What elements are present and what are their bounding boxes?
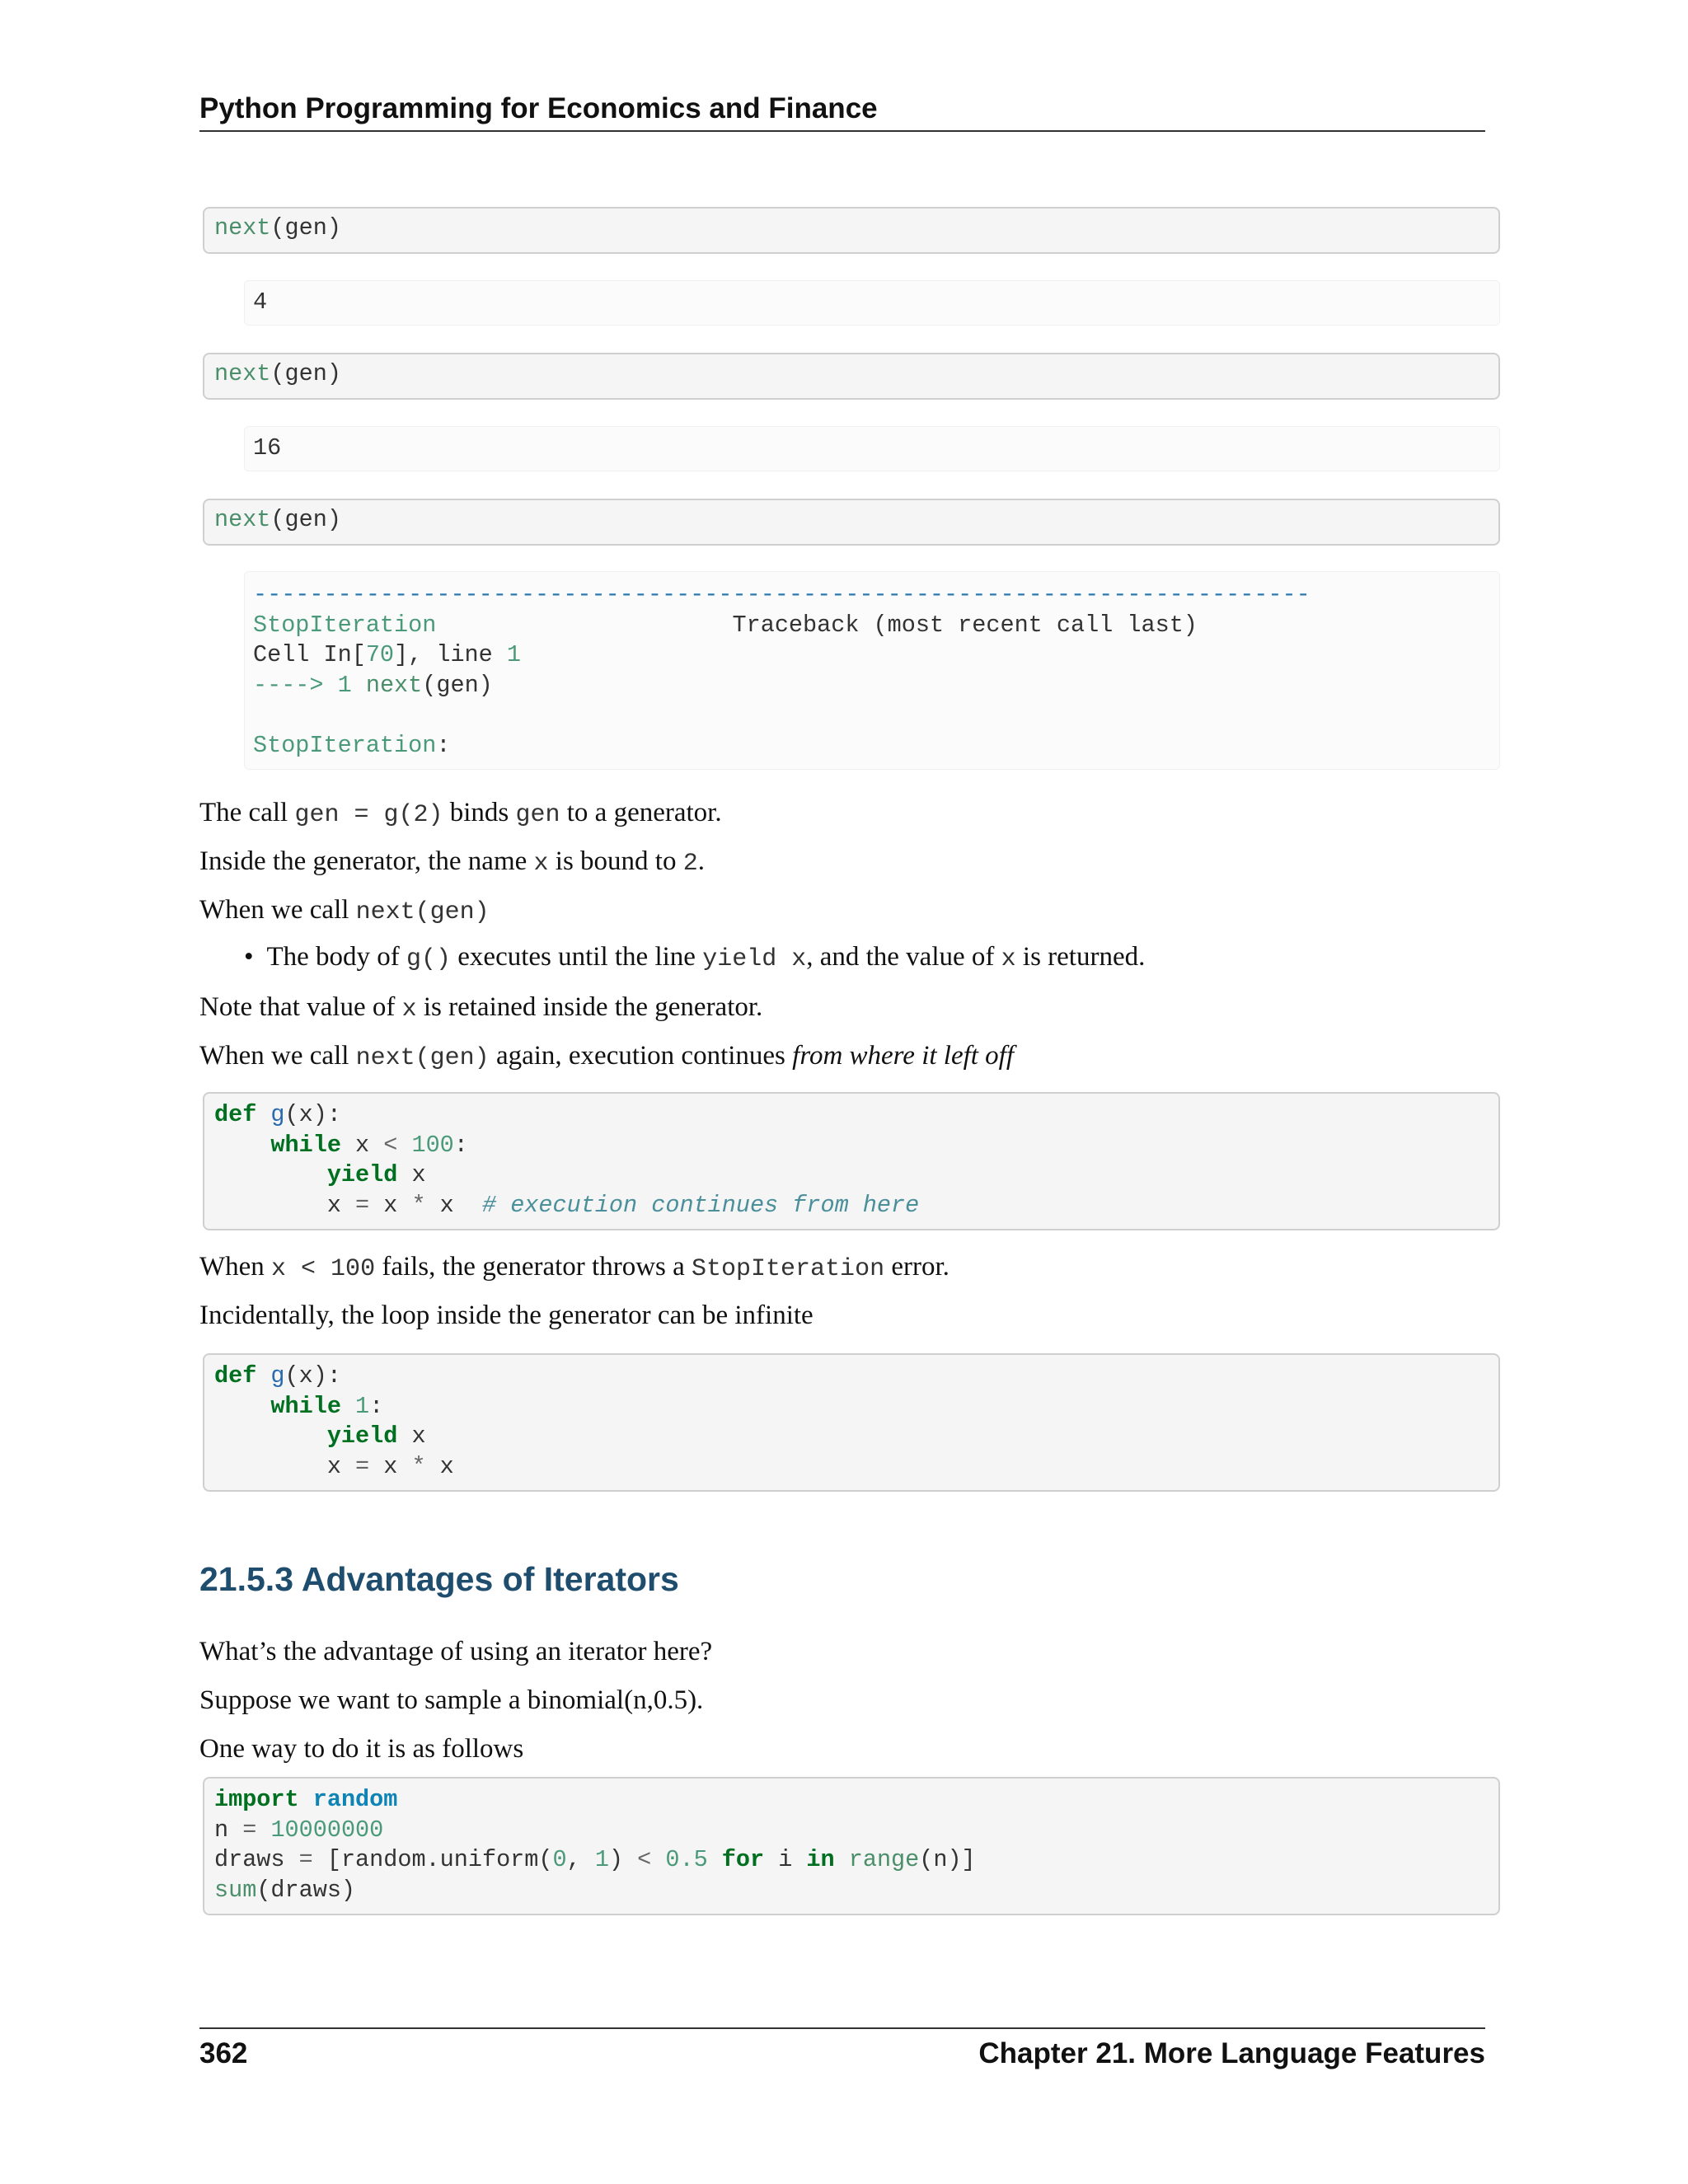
inline-code: gen = g(2): [294, 801, 443, 829]
number: 0.5: [665, 1846, 708, 1873]
paragraph-execution-continues: [199, 1039, 1493, 1075]
code-text: [random.uniform(: [312, 1846, 553, 1873]
text: , and the value of: [806, 942, 1001, 972]
code-block-random-draws: [203, 1777, 1500, 1915]
text: again, execution continues: [489, 1041, 793, 1071]
builtin: sum: [214, 1876, 257, 1904]
traceback-rule: ---------------------------------------------------------------------------: [253, 581, 1311, 608]
running-header: Python Programming for Economics and Finance: [199, 92, 1485, 132]
page-footer: [199, 2027, 1485, 2070]
code-text: x: [397, 1422, 426, 1450]
emphasis: from where it left off: [792, 1041, 1015, 1071]
number: 10000000: [270, 1816, 384, 1844]
paragraph-one-way: One way to do it is as follows: [199, 1734, 524, 1764]
page-number: 362: [199, 2037, 248, 2069]
chapter-title: Chapter 21. More Language Features: [978, 2037, 1485, 2069]
section-heading: 21.5.3 Advantages of Iterators: [199, 1560, 679, 1598]
code-text: x: [425, 1191, 482, 1219]
code-text: x: [326, 1452, 356, 1480]
inline-code: StopIteration: [692, 1255, 885, 1283]
text: Inside the generator, the name: [199, 846, 534, 876]
paragraph-stopiteration-error: [199, 1250, 1493, 1286]
keyword: in: [806, 1846, 835, 1873]
inline-code: x: [401, 996, 417, 1024]
operator: =: [298, 1846, 313, 1873]
paragraph-advantage: What’s the advantage of using an iterator here?: [199, 1637, 713, 1666]
number: 1: [355, 1392, 370, 1420]
text: binds: [443, 798, 516, 827]
operator: =: [355, 1452, 370, 1480]
paragraph-value-retained: [199, 991, 1493, 1026]
paragraph-when-call-next: [199, 893, 1493, 929]
code-text: :: [369, 1392, 384, 1420]
traceback-cell-prefix: Cell In[: [253, 641, 366, 668]
code-token-args: (gen): [270, 360, 341, 387]
operator: =: [242, 1816, 257, 1844]
text: .: [697, 846, 705, 876]
text: Note that value of: [199, 992, 402, 1022]
code-block-generator-100: [203, 1092, 1500, 1230]
paragraph-infinite-loop: Incidentally, the loop inside the generator can be infinite: [199, 1301, 814, 1330]
number: 0: [552, 1846, 567, 1873]
keyword: while: [270, 1392, 341, 1420]
inline-code: x < 100: [271, 1255, 376, 1283]
inline-code: x: [533, 850, 549, 878]
operator: *: [411, 1452, 426, 1480]
number: 100: [411, 1131, 454, 1159]
text: is retained inside the generator.: [416, 992, 763, 1022]
text: When: [199, 1252, 272, 1282]
code-block-generator-infinite: [203, 1353, 1500, 1492]
traceback-header: Traceback (most recent call last): [732, 611, 1198, 639]
code-text: draws: [214, 1846, 299, 1873]
text: fails, the generator throws a: [375, 1252, 692, 1282]
bullet-item: [244, 942, 1145, 973]
output-cell-2: 16: [244, 426, 1500, 471]
traceback-output: [244, 571, 1500, 770]
keyword: for: [721, 1846, 765, 1873]
text: When we call: [199, 895, 356, 925]
inline-code: gen: [515, 801, 560, 829]
traceback-exception-name: StopIteration: [253, 611, 437, 639]
traceback-final-exception: StopIteration: [253, 731, 437, 759]
keyword: while: [270, 1131, 341, 1159]
code-text: i: [764, 1846, 807, 1873]
text: The body of: [266, 942, 407, 972]
code-cell-next-gen-1: [203, 207, 1500, 254]
text: executes until the line: [451, 942, 703, 972]
text: is returned.: [1015, 942, 1146, 972]
code-cell-next-gen-2: [203, 353, 1500, 400]
traceback-call-fn: next: [365, 671, 423, 699]
code-text: ,: [566, 1846, 595, 1873]
text: is bound to: [548, 846, 683, 876]
text: error.: [884, 1252, 950, 1282]
code-token-builtin: next: [214, 214, 271, 241]
code-text: x: [369, 1191, 412, 1219]
text: When we call: [199, 1041, 356, 1071]
code-cell-next-gen-3: [203, 499, 1500, 546]
inline-code: g(): [406, 945, 452, 973]
text: The call: [199, 798, 295, 827]
traceback-cell-mid: ], line: [394, 641, 507, 668]
inline-code: x: [1001, 945, 1016, 973]
number: 1: [594, 1846, 609, 1873]
keyword: import: [214, 1786, 299, 1813]
operator: =: [355, 1191, 370, 1219]
comment: # execution continues from here: [482, 1191, 920, 1219]
code-text: ): [608, 1846, 638, 1873]
operator: <: [383, 1131, 398, 1159]
paragraph-name-bound: [199, 845, 1493, 880]
text: to a generator.: [560, 798, 722, 827]
code-text: x: [425, 1452, 454, 1480]
keyword: yield: [326, 1422, 398, 1450]
code-text: (x):: [284, 1101, 341, 1128]
code-text: (n)]: [919, 1846, 976, 1873]
operator: <: [637, 1846, 652, 1873]
code-token-builtin: next: [214, 360, 271, 387]
code-text: x: [369, 1452, 412, 1480]
code-token-builtin: next: [214, 506, 271, 533]
traceback-line-number: 1: [506, 641, 521, 668]
code-token-args: (gen): [270, 506, 341, 533]
code-text: x: [340, 1131, 384, 1159]
code-text: n: [214, 1816, 243, 1844]
inline-code: next(gen): [355, 1044, 490, 1072]
code-text: (draws): [256, 1876, 356, 1904]
keyword: def: [214, 1362, 257, 1390]
output-cell-1: 4: [244, 280, 1500, 326]
inline-code: yield x: [702, 945, 807, 973]
traceback-call-args: (gen): [422, 671, 493, 699]
paragraph-call-binds: [199, 796, 1493, 832]
keyword: yield: [326, 1161, 398, 1188]
function-name: g: [270, 1362, 285, 1390]
code-text: :: [453, 1131, 468, 1159]
builtin: range: [848, 1846, 920, 1873]
paragraph-binomial: Suppose we want to sample a binomial(n,0.5).: [199, 1685, 704, 1715]
code-text: (x):: [284, 1362, 341, 1390]
keyword: def: [214, 1101, 257, 1128]
operator: *: [411, 1191, 426, 1219]
code-text: x: [397, 1161, 426, 1188]
inline-code: 2: [682, 850, 698, 878]
traceback-cell-number: 70: [365, 641, 395, 668]
traceback-final-colon: :: [436, 731, 451, 759]
module-name: random: [312, 1786, 398, 1813]
inline-code: next(gen): [355, 898, 490, 926]
traceback-arrow: ----> 1: [253, 671, 352, 699]
bullet-marker: •: [244, 942, 254, 972]
code-token-args: (gen): [270, 214, 341, 241]
function-name: g: [270, 1101, 285, 1128]
code-text: x: [326, 1191, 356, 1219]
